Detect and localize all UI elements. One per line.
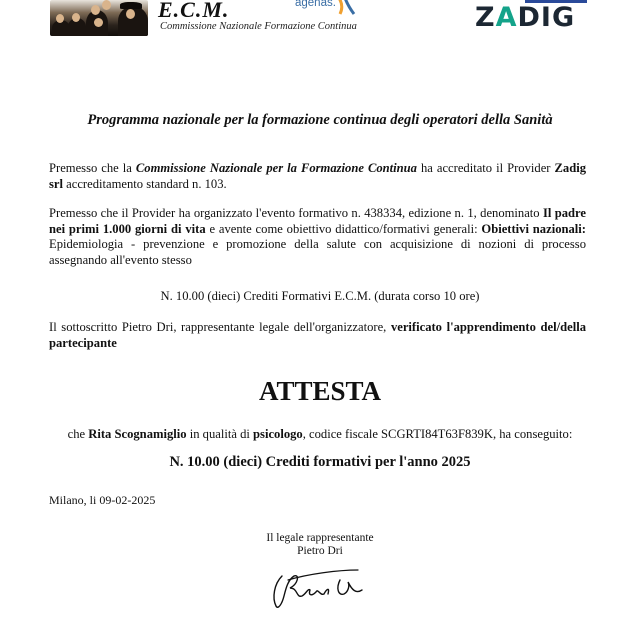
date-place: Milano, li 09-02-2025 [49, 493, 156, 507]
text: in qualità di [186, 427, 254, 441]
credits-line [0, 289, 640, 304]
text: accreditamento standard n. 103. [63, 176, 227, 191]
objectives-label: Obiettivi nazionali: [481, 221, 586, 236]
zadig-logo [475, 2, 575, 33]
participant-line [0, 427, 640, 442]
paragraph-accreditation [49, 161, 586, 192]
text: , codice fiscale SCGRTI84T63F839K, ha conseguito: [302, 427, 573, 441]
participant-name: Rita Scognamiglio [88, 427, 187, 441]
signatory-block [0, 532, 640, 557]
credits-awarded: N. 10.00 (dieci) Crediti formativi per l'anno 2025 [169, 454, 471, 470]
text: (dieci) Crediti Formativi E.C.M. (durata corso 10 ore) [204, 289, 480, 303]
text: Epidemiologia - prevenzione e promozione della salute con acquisizione di nozioni di processo assegnando all'evento stesso [49, 237, 586, 267]
participant-role: psicologo [253, 427, 303, 441]
commission-name: Commissione Nazionale per la Formazione Continua [135, 161, 417, 175]
document-title: Programma nazionale per la formazione continua degli operatori della Sanità [87, 112, 553, 128]
agenas-logo-icon [336, 0, 356, 16]
text: N. [160, 289, 176, 303]
text: ha accreditato il Provider [416, 161, 555, 175]
zadig-logo-dig: DIG [517, 2, 576, 33]
text: che [67, 427, 89, 441]
zadig-logo-a: A [495, 2, 518, 33]
verified-learning: verificato l'apprendimento del/della partecipante [49, 320, 586, 350]
signature-image [268, 566, 368, 616]
ecm-title: E.C.M. [158, 0, 230, 22]
signatory-role: Il legale rappresentante [266, 532, 374, 544]
text: Premesso che la [49, 161, 136, 175]
agenas-logo-text: agenas. [295, 0, 336, 9]
paragraph-signatory [49, 320, 586, 351]
signatory-name: Pietro Dri [297, 544, 343, 557]
event-name: Il padre nei primi 1.000 giorni di vita [49, 206, 586, 236]
text: Il sottoscritto Pietro Dri, rappresentante legale dell'organizzatore, [49, 320, 391, 334]
text: Premesso che il Provider ha organizzato l'evento formativo n. 438334, edizione n. 1, denominato [49, 206, 543, 220]
paragraph-event [49, 206, 586, 268]
ecm-subtitle: Commissione Nazionale Formazione Continua [160, 21, 357, 32]
text: e avente come obiettivo didattico/formativi generali: [205, 221, 482, 236]
ecm-logo-image [50, 0, 148, 36]
credits-number: 10.00 [175, 289, 205, 303]
zadig-logo-z: Z [475, 2, 496, 33]
provider-name: Zadig srl [49, 161, 586, 191]
attesta-heading: ATTESTA [258, 376, 382, 406]
